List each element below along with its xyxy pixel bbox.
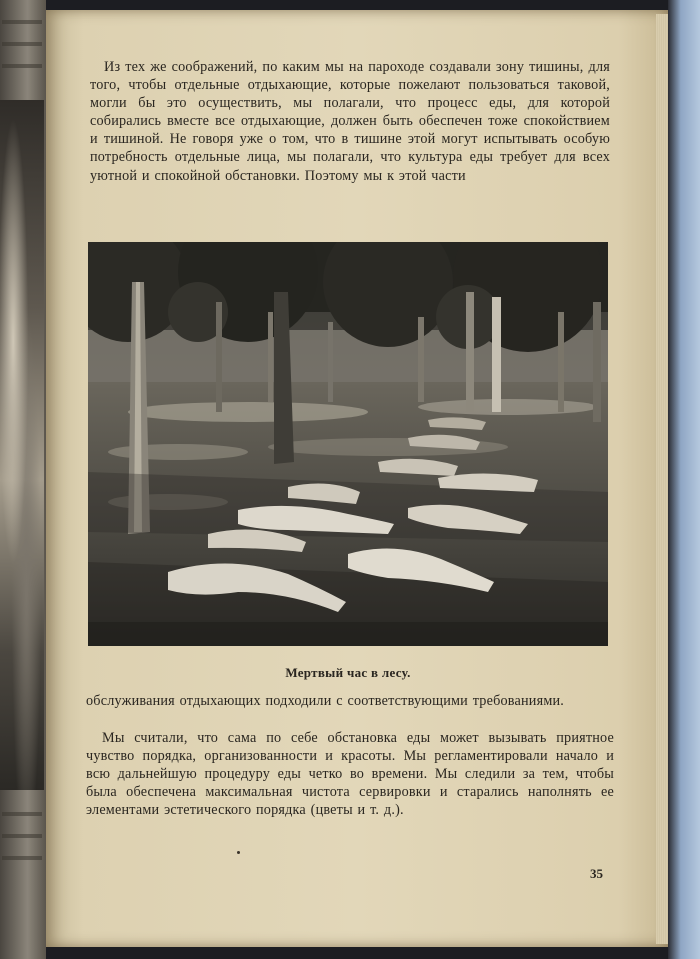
left-page-text-fragment — [2, 20, 42, 24]
page-number: 35 — [590, 866, 603, 881]
left-page-text-fragment — [2, 856, 42, 860]
figure-caption: Мертвый час в лесу. — [285, 665, 411, 680]
background-right — [668, 0, 700, 959]
left-page-text-fragment — [2, 812, 42, 816]
paragraph-bottom-continuation: обслуживания отдыхающих подходили с соответствующими требованиями. — [86, 693, 565, 709]
left-page-photo — [0, 100, 44, 790]
paragraph-top: Из тех же соображений, по каким мы на пароходе создавали зону тишины, для того, чтобы отдельные отдыхающие, которые пожелают пользоваться таковой, могли бы это осуществить, мы полагали, что процесс еды, для которой собирались вместе все отдыхающие, должен быть обеспечен тоже спокойствием и тишиной. Не говоря уже о том, что в тишине этой могут испытывать особую потребность отдельные лица, мы полагали, что культура еды требует для всех уютной и спокойной обстановки. Поэтому мы к этой части — [90, 59, 610, 184]
left-page-text-fragment — [2, 64, 42, 68]
page-edge — [656, 14, 668, 944]
forest-photo — [88, 242, 608, 646]
left-page-text-fragment — [2, 42, 42, 46]
left-page-text-fragment — [2, 834, 42, 838]
paragraph-bottom: Мы считали, что сама по себе обстановка еды может вызывать приятное чувство порядка, организованности и красоты. Мы регламентировали начало и всю дальнейшую процедуру еды четко во времени. Мы следили за тем, чтобы была обеспечена максимальная чистота сервировки и старались наполнять ее элементами эстетического порядка (цветы и т. д.). — [86, 730, 614, 819]
ink-speck — [237, 851, 240, 854]
left-page-fragment — [0, 0, 46, 959]
